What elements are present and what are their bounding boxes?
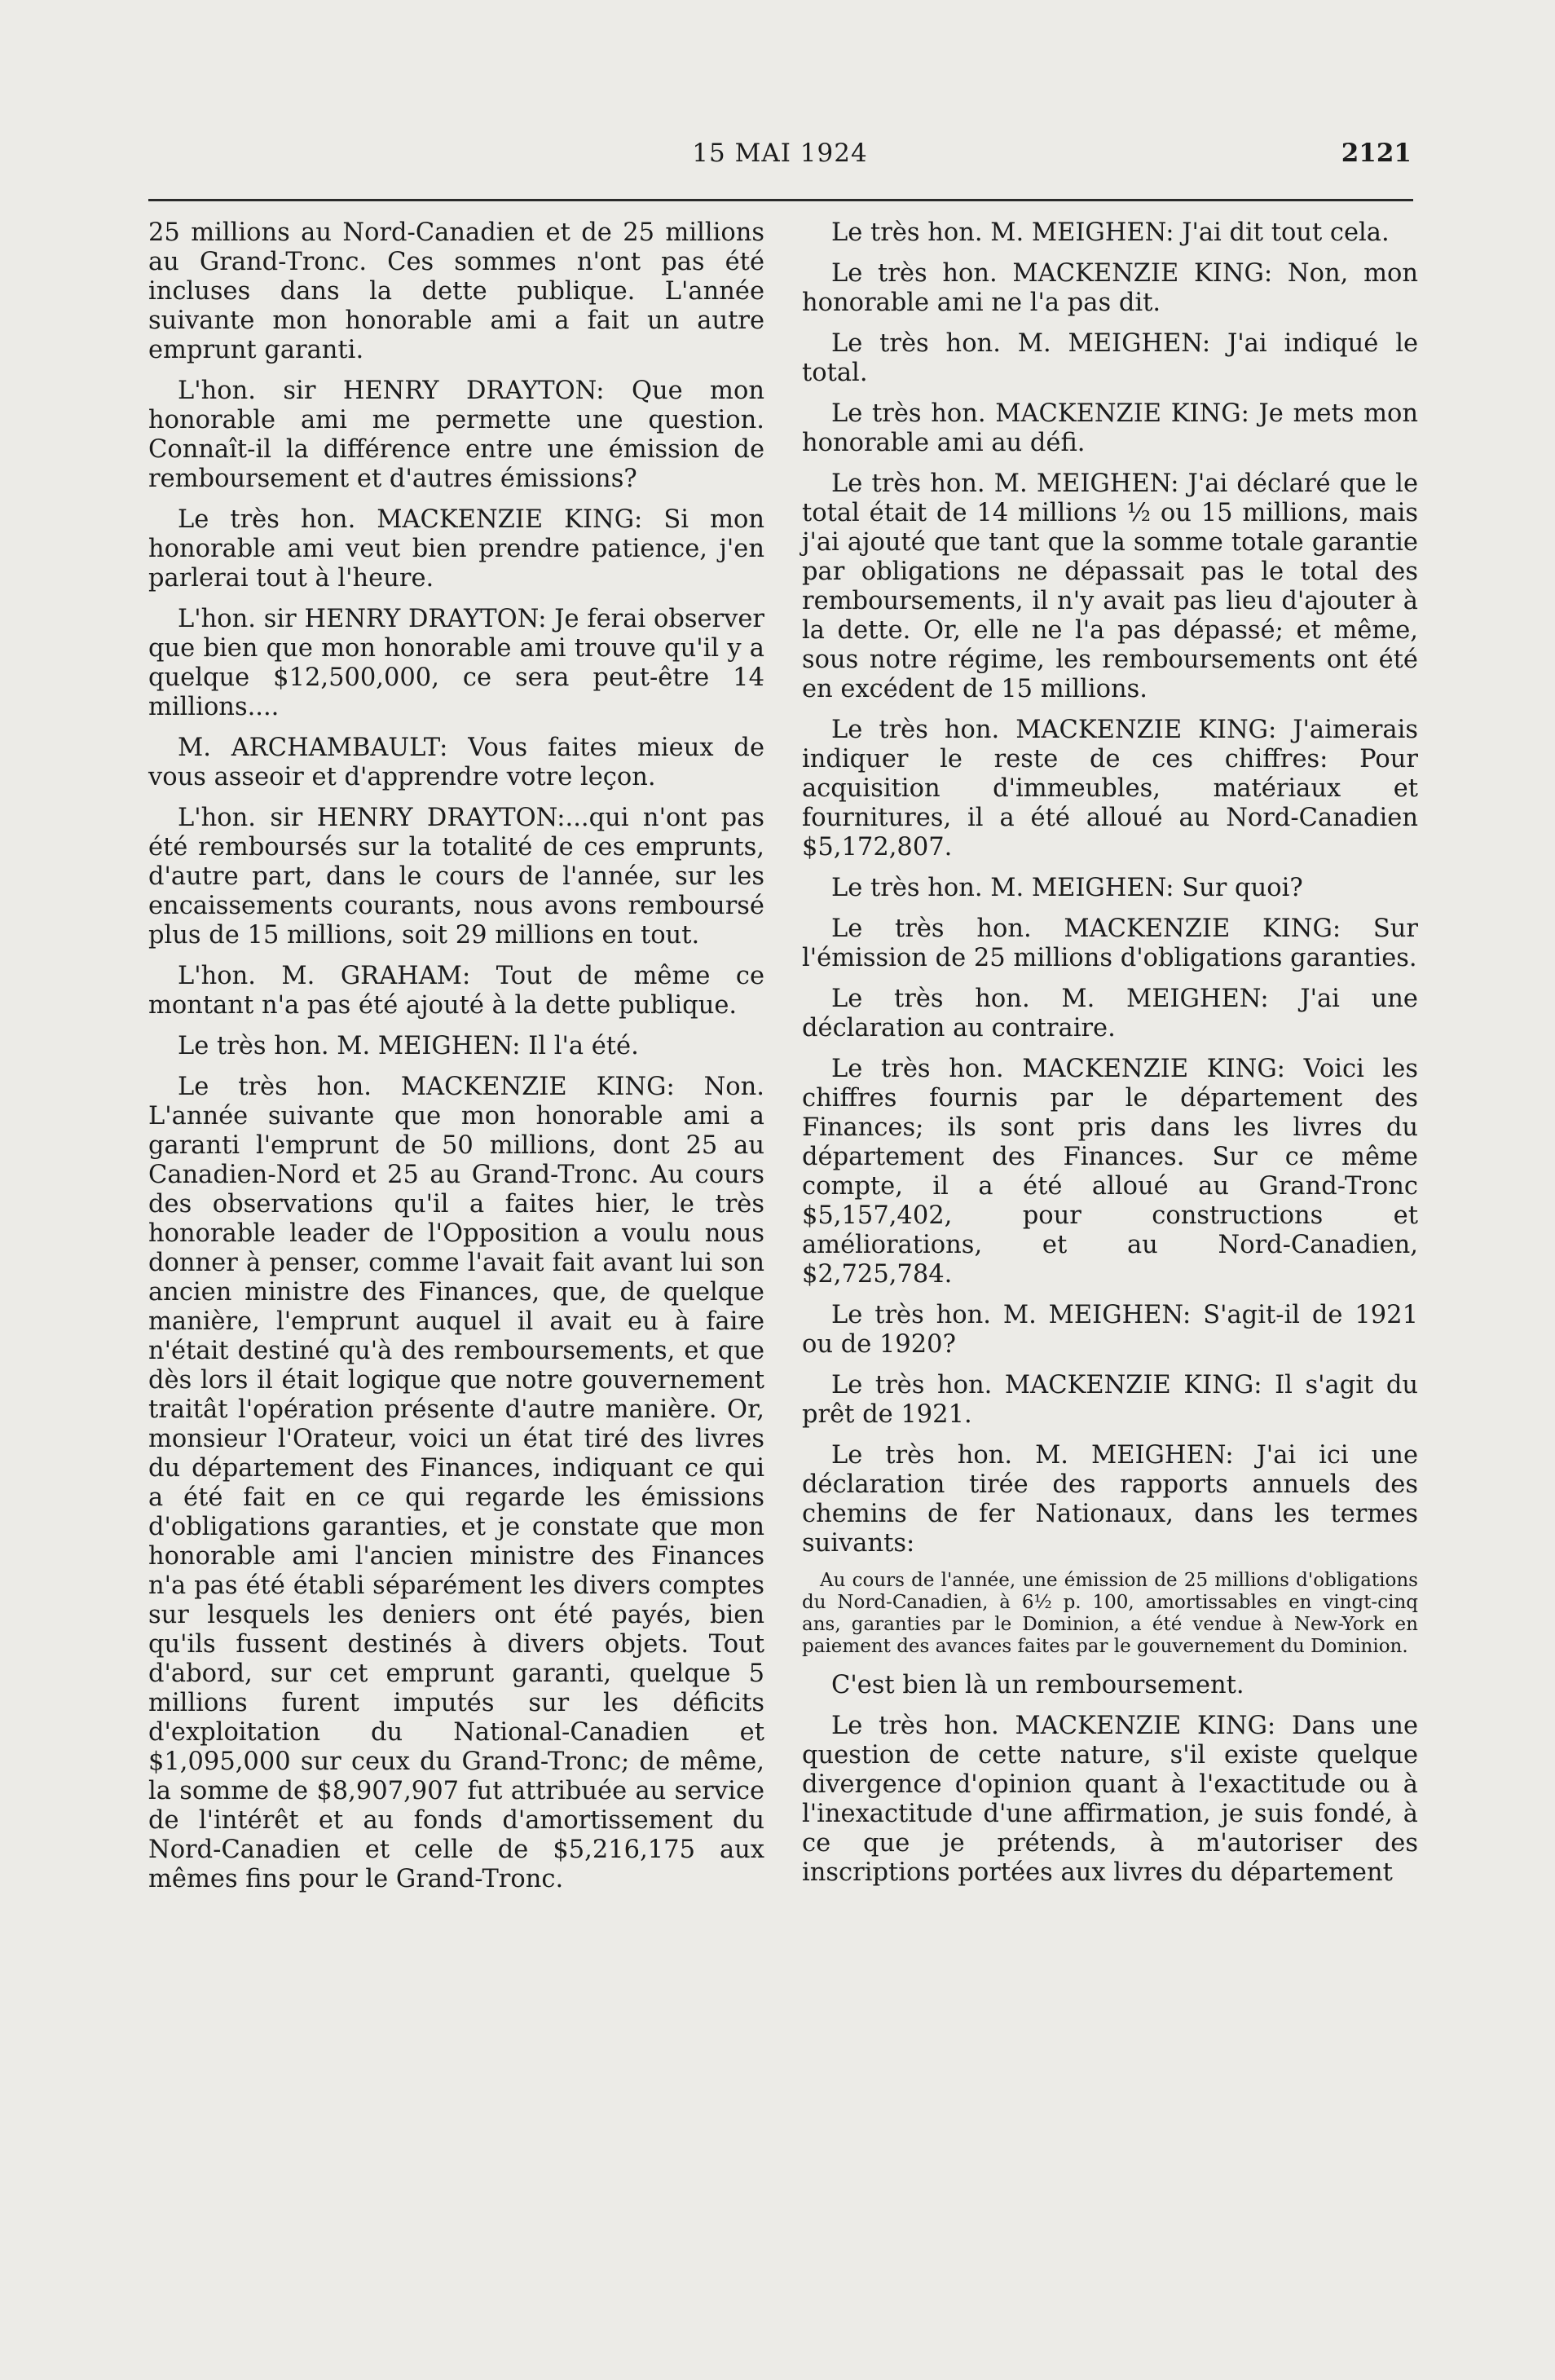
paragraph: Le très hon. MACKENZIE KING: Il s'agit du prêt de 1921. [802, 1371, 1418, 1429]
paragraph: M. ARCHAMBAULT: Vous faites mieux de vous asseoir et d'apprendre votre leçon. [148, 734, 764, 791]
paragraph: 25 millions au Nord-Canadien et de 25 millions au Grand-Tronc. Ces sommes n'ont pas été incluses dans la dette publique. L'année suivante mon honorable ami a fait un autre emprunt garanti. [148, 218, 764, 364]
paragraph: Le très hon. MACKENZIE KING: Dans une question de cette nature, s'il existe quelque divergence d'opinion quant à l'exactitude ou à l'inexactitude d'une affirmation, je suis fondé, à ce que je prétends, à m'autoriser des inscriptions portées aux livres du département [802, 1712, 1418, 1887]
page-number: 2121 [1341, 139, 1412, 168]
paragraph: Le très hon. M. MEIGHEN: J'ai dit tout cela. [831, 218, 1390, 247]
paragraph: Le très hon. M. MEIGHEN: S'agit-il de 1921 ou de 1920? [802, 1301, 1418, 1359]
paragraph: Le très hon. MACKENZIE KING: J'aimerais indiquer le reste de ces chiffres: Pour acquisition d'immeubles, matériaux et fournitures, il a été alloué au Nord-Canadien $5,172,807. [802, 716, 1418, 862]
header-rule-left [148, 199, 670, 201]
block-quote: Au cours de l'année, une émission de 25 millions d'obligations du Nord-Canadien, à 6½ p. 100, amortissables en vingt-cinq ans, garanties par le Dominion, a été vendue à New-York en paiement des avances faites par le gouvernement du Dominion. [802, 1570, 1418, 1657]
header-rule-right [670, 199, 1413, 201]
paragraph: L'hon. sir HENRY DRAYTON: Que mon honorable ami me permette une question. Connaît-il la différence entre une émission de remboursement et d'autres émissions? [148, 377, 764, 493]
paragraph: Le très hon. MACKENZIE KING: Non, mon honorable ami ne l'a pas dit. [802, 259, 1418, 317]
paragraph: L'hon. M. GRAHAM: Tout de même ce montant n'a pas été ajouté à la dette publique. [148, 962, 764, 1020]
paragraph: Le très hon. M. MEIGHEN: Il l'a été. [178, 1032, 639, 1060]
paragraph: Le très hon. M. MEIGHEN: J'ai indiqué le total. [802, 329, 1418, 387]
running-header [148, 139, 1412, 179]
paragraph: Le très hon. M. MEIGHEN: Sur quoi? [831, 874, 1303, 902]
paragraph: Le très hon. MACKENZIE KING: Sur l'émission de 25 millions d'obligations garanties. [802, 915, 1418, 972]
paragraph: Le très hon. M. MEIGHEN: J'ai ici une déclaration tirée des rapports annuels des chemins de fer Nationaux, dans les termes suivants: [802, 1441, 1418, 1558]
paragraph: Le très hon. M. MEIGHEN: J'ai déclaré que le total était de 14 millions ½ ou 15 millions, mais j'ai ajouté que tant que la somme totale garantie par obligations ne dépassait pas le total des remboursements, il n'y avait pas lieu d'ajouter à la dette. Or, elle ne l'a pas dépassé; et même, sous notre régime, les remboursements ont été en excédent de 15 millions. [802, 469, 1418, 703]
paragraph: Le très hon. MACKENZIE KING: Voici les chiffres fournis par le département des Finances; ils sont pris dans les livres du département des Finances. Sur ce même compte, il a été alloué au Grand-Tronc $5,157,402, pour constructions et améliorations, et au Nord-Canadien, $2,725,784. [802, 1055, 1418, 1289]
right-column [802, 218, 1418, 1899]
paragraph: Le très hon. MACKENZIE KING: Non. L'année suivante que mon honorable ami a garanti l'emprunt de 50 millions, dont 25 au Canadien-Nord et 25 au Grand-Tronc. Au cours des observations qu'il a faites hier, le très honorable leader de l'Opposition a voulu nous donner à penser, comme l'avait fait avant lui son ancien ministre des Finances, que, de quelque manière, l'emprunt auquel il avait eu à faire n'était destiné qu'à des remboursements, et que dès lors il était logique que notre gouvernement traitât l'opération présente d'autre manière. Or, monsieur l'Orateur, voici un état tiré des livres du département des Finances, indiquant ce qui a été fait en ce qui regarde les émissions d'obligations garanties, et je constate que mon honorable ami l'ancien ministre des Finances n'a pas été établi séparément les divers comptes sur lesquels les deniers ont été payés, bien qu'ils fussent destinés à divers objets. Tout d'abord, sur cet emprunt garanti, quelque 5 millions furent imputés sur les déficits d'exploitation du National-Canadien et $1,095,000 sur ceux du Grand-Tronc; de même, la somme de $8,907,907 fut attribuée au service de l'intérêt et au fonds d'amortissement du Nord-Canadien et celle de $5,216,175 aux mêmes fins pour le Grand-Tronc. [148, 1073, 764, 1893]
paragraph: Le très hon. M. MEIGHEN: J'ai une déclaration au contraire. [802, 985, 1418, 1042]
paragraph: C'est bien là un remboursement. [831, 1671, 1244, 1699]
paragraph: Le très hon. MACKENZIE KING: Si mon honorable ami veut bien prendre patience, j'en parlerai tout à l'heure. [148, 505, 764, 593]
paragraph: Le très hon. MACKENZIE KING: Je mets mon honorable ami au défi. [802, 399, 1418, 457]
paragraph: L'hon. sir HENRY DRAYTON: Je ferai observer que bien que mon honorable ami trouve qu'il y a quelque $12,500,000, ce sera peut-être 14 millions.... [148, 605, 764, 721]
left-column [148, 218, 764, 1906]
page-date: 15 MAI 1924 [692, 139, 868, 168]
paragraph: L'hon. sir HENRY DRAYTON:...qui n'ont pas été remboursés sur la totalité de ces emprunts, d'autre part, dans le cours de l'année, sur les encaissements courants, nous avons remboursé plus de 15 millions, soit 29 millions en tout. [148, 804, 764, 950]
